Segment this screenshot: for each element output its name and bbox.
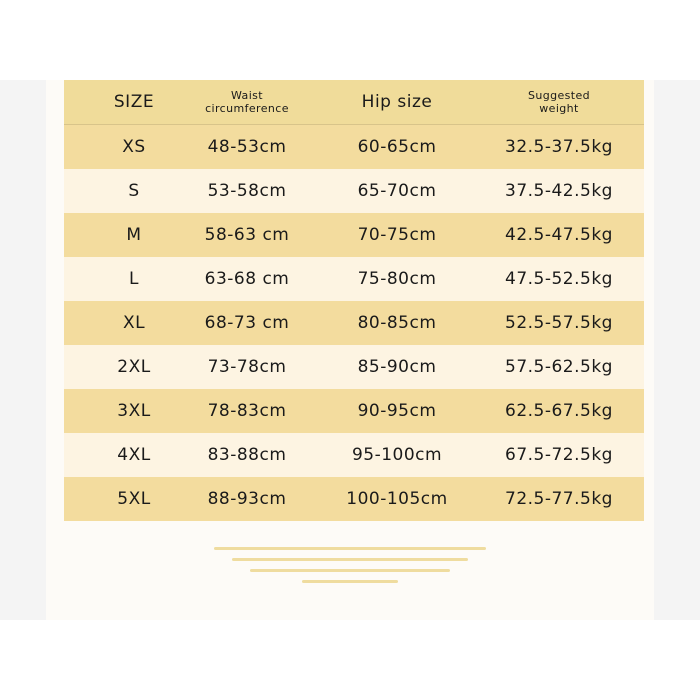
table-row	[64, 124, 644, 169]
footnote-line-4	[302, 580, 398, 583]
size-cell: 5XL	[117, 489, 151, 509]
waist-cell: 58-63 cm	[204, 225, 290, 245]
size-cell: 4XL	[117, 445, 151, 465]
weight-cell: 32.5-37.5kg	[505, 137, 613, 157]
size-cell: M	[126, 225, 142, 245]
waist-cell: 63-68 cm	[204, 269, 290, 289]
footnote-line-3	[250, 569, 450, 572]
size-cell: L	[129, 269, 139, 289]
footnote-line-1	[214, 547, 486, 550]
header-hip: Hip size	[361, 92, 433, 112]
weight-cell: 62.5-67.5kg	[505, 401, 613, 421]
right-margin-band	[654, 80, 700, 620]
header-waist-line2: circumference	[205, 102, 289, 115]
waist-cell: 53-58cm	[207, 181, 287, 201]
weight-cell: 47.5-52.5kg	[505, 269, 613, 289]
table-row	[64, 257, 644, 301]
header-weight-line2: weight	[539, 102, 579, 115]
header-waist-line1: Waist	[230, 89, 263, 102]
weight-cell: 72.5-77.5kg	[505, 489, 613, 509]
weight-cell: 67.5-72.5kg	[505, 445, 613, 465]
size-cell: XS	[122, 137, 146, 157]
hip-cell: 90-95cm	[357, 401, 437, 421]
hip-cell: 65-70cm	[357, 181, 437, 201]
table-header-row	[64, 80, 644, 124]
footnote-line-2	[232, 558, 468, 561]
weight-cell: 42.5-47.5kg	[505, 225, 613, 245]
table-row	[64, 433, 644, 477]
table-row	[64, 213, 644, 257]
hip-cell: 60-65cm	[357, 137, 437, 157]
waist-cell: 48-53cm	[207, 137, 287, 157]
hip-cell: 100-105cm	[346, 489, 448, 509]
weight-cell: 52.5-57.5kg	[505, 313, 613, 333]
weight-cell: 37.5-42.5kg	[505, 181, 613, 201]
waist-cell: 68-73 cm	[204, 313, 290, 333]
waist-cell: 83-88cm	[207, 445, 287, 465]
table-row	[64, 345, 644, 389]
size-cell: 3XL	[117, 401, 151, 421]
hip-cell: 85-90cm	[357, 357, 437, 377]
header-waist	[182, 80, 312, 124]
header-weight-line1: Suggested	[527, 89, 591, 102]
left-margin-band	[0, 80, 46, 620]
table-row	[64, 477, 644, 521]
waist-cell: 78-83cm	[207, 401, 287, 421]
hip-cell: 95-100cm	[351, 445, 443, 465]
header-weight	[484, 80, 634, 124]
waist-cell: 88-93cm	[207, 489, 287, 509]
hip-cell: 75-80cm	[357, 269, 437, 289]
waist-cell: 73-78cm	[207, 357, 287, 377]
table-row	[64, 169, 644, 213]
table-row	[64, 301, 644, 345]
size-chart-table	[64, 80, 644, 521]
hip-cell: 80-85cm	[357, 313, 437, 333]
hip-cell: 70-75cm	[357, 225, 437, 245]
weight-cell: 57.5-62.5kg	[505, 357, 613, 377]
faint-footnote-texture	[170, 543, 530, 593]
size-cell: 2XL	[117, 357, 151, 377]
table-row	[64, 389, 644, 433]
size-cell: XL	[122, 313, 146, 333]
size-cell: S	[128, 181, 140, 201]
header-size: SIZE	[113, 92, 155, 112]
